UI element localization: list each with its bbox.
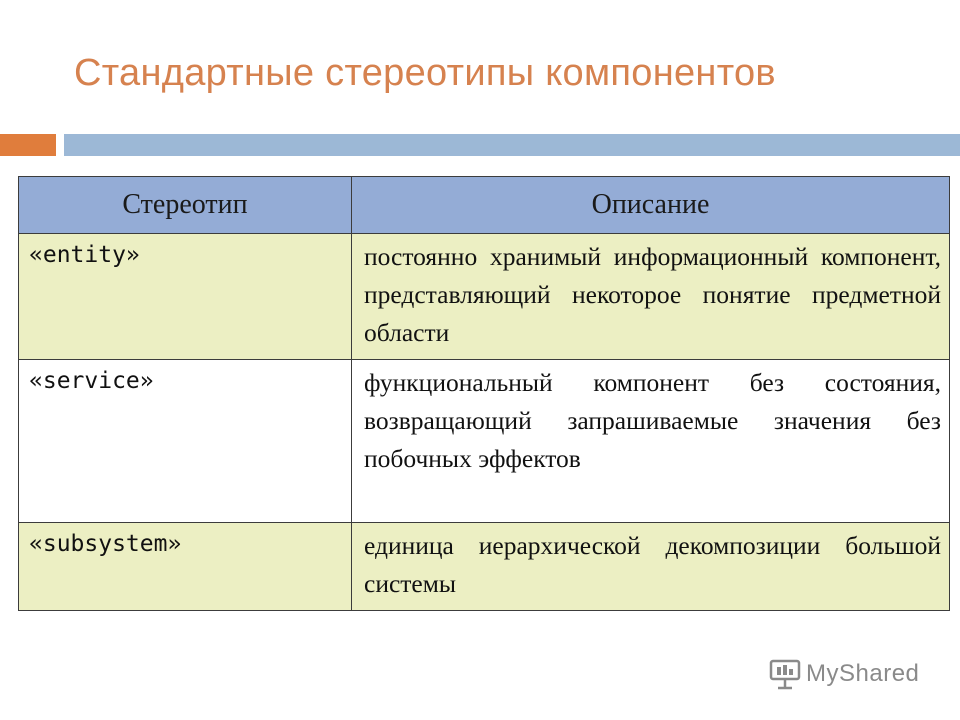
description-cell: постоянно хранимый информационный компонент, представляющий некоторое понятие предметной области [352,234,950,360]
table-row [19,523,950,611]
stereotype-cell: «service» [19,360,352,523]
accent-bar-blue [64,134,960,156]
myshared-logo [768,656,919,692]
accent-bar-orange [0,134,56,156]
presentation-board-icon [768,657,802,691]
table-row [19,234,950,360]
header-description: Описание [352,177,950,234]
slide-title: Стандартные стереотипы компонентов [74,52,776,94]
stereotype-cell: «subsystem» [19,523,352,611]
header-stereotype: Стереотип [19,177,352,234]
watermark-text: MyShared [806,660,920,687]
table-header-row [19,177,950,234]
description-cell: единица иерархической декомпозиции большой системы [352,523,950,611]
description-cell: функциональный компонент без состояния, возвращающий запрашиваемые значения без побочных эффектов [352,360,950,523]
table-row [19,360,950,523]
stereotype-cell: «entity» [19,234,352,360]
stereotypes-table [18,176,950,611]
